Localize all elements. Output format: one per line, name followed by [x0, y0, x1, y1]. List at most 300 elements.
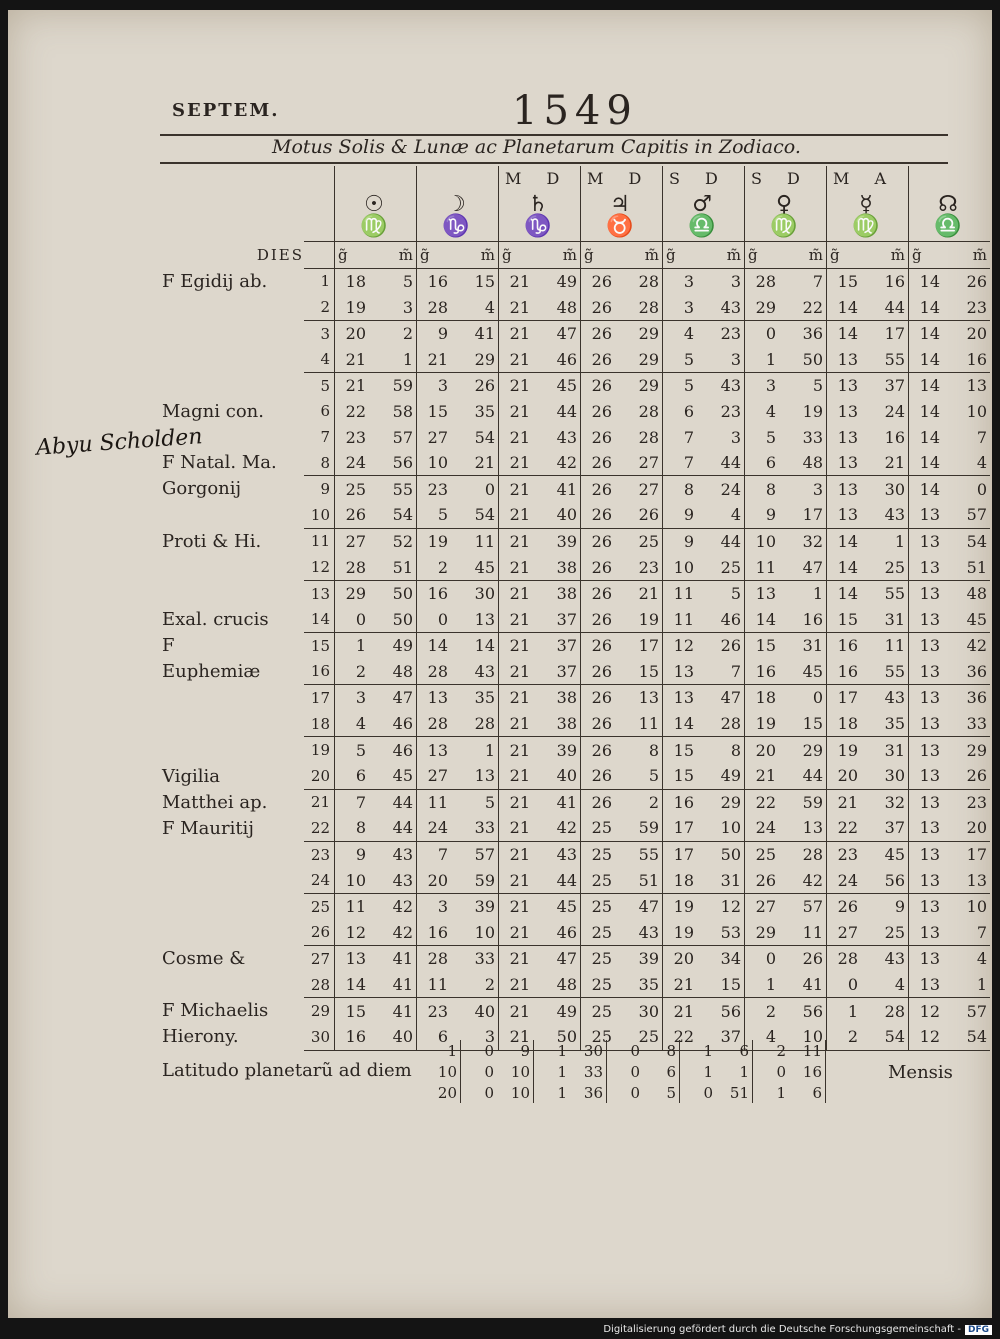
latitude-cell: 10	[510, 1062, 530, 1081]
minute-cell: 41	[369, 972, 417, 998]
minute-cell: 40	[533, 502, 581, 528]
degree-cell: 15	[827, 268, 862, 294]
planet-head	[663, 192, 745, 242]
degree-cell: 26	[581, 633, 616, 659]
degree-cell: 24	[745, 815, 780, 841]
degree-cell: 0	[335, 606, 370, 632]
minute-cell: 42	[966, 636, 987, 656]
planet-symbols-row	[160, 192, 990, 242]
minute-cell: 47	[556, 949, 577, 969]
minute-cell: 38	[556, 584, 577, 604]
minute-cell: 33	[943, 711, 990, 737]
degree-cell: 18	[745, 685, 780, 711]
degree-cell: 12	[663, 633, 698, 659]
unit-degrees: g̃	[745, 242, 780, 269]
minute-cell: 56	[802, 1001, 823, 1021]
day-number: 29	[310, 1002, 330, 1021]
degree-cell: 21	[499, 841, 534, 867]
degree-cell: 21	[663, 998, 698, 1024]
minute-cell: 47	[720, 688, 741, 708]
degree-cell: 0	[417, 606, 452, 632]
degree-cell: 14	[909, 373, 944, 399]
degree-cell: 19	[663, 893, 698, 919]
degree-cell: 21	[499, 268, 534, 294]
minute-cell: 23	[943, 294, 990, 320]
minute-cell: 36	[802, 324, 823, 344]
minute-cell: 19	[802, 401, 823, 421]
minute-cell: 35	[615, 972, 663, 998]
minute-cell: 29	[638, 376, 659, 396]
feast-label: Cosme &	[162, 948, 246, 970]
minute-cell: 0	[976, 479, 987, 499]
degree-cell: 17	[827, 685, 862, 711]
degree-cell: 9	[663, 528, 698, 554]
degree-cell: 12	[909, 1024, 944, 1050]
minute-cell: 11	[615, 711, 663, 737]
minute-cell: 16	[884, 271, 905, 291]
feast-label	[160, 294, 304, 320]
minute-cell: 23	[720, 401, 741, 421]
minute-cell: 51	[943, 554, 990, 580]
degree-cell: 21	[499, 998, 534, 1024]
degree-cell: 14	[909, 424, 944, 450]
degree-cell: 29	[335, 580, 370, 606]
zodiac-sign: ♎	[688, 214, 716, 240]
degree-cell: 11	[335, 893, 370, 919]
degree-cell: 7	[663, 450, 698, 476]
degree-cell: 21	[499, 815, 534, 841]
latitude-cell: 30	[583, 1041, 603, 1060]
minute-cell: 17	[966, 845, 987, 865]
latitude-end	[826, 1040, 833, 1061]
unit-minutes: m̃	[533, 242, 581, 269]
year-heading: 1549	[512, 88, 638, 134]
day-number: 27	[310, 949, 330, 968]
planet-head	[909, 192, 991, 242]
minute-cell: 50	[720, 845, 741, 865]
degree-cell: 26	[581, 789, 616, 815]
minute-cell: 44	[369, 815, 417, 841]
degree-cell: 13	[909, 789, 944, 815]
minute-cell: 13	[943, 867, 990, 893]
minute-cell: 5	[402, 271, 413, 291]
degree-cell: 6	[335, 763, 370, 789]
minute-cell: 50	[779, 346, 827, 372]
minute-cell: 35	[474, 688, 495, 708]
degree-cell: 26	[581, 554, 616, 580]
minute-cell: 4	[861, 972, 909, 998]
degree-cell: 13	[827, 373, 862, 399]
minute-cell: 47	[556, 324, 577, 344]
latitude-cell: 5	[666, 1083, 676, 1102]
dies-label: DIES	[256, 245, 304, 264]
degree-cell: 29	[745, 920, 780, 946]
minute-cell: 43	[861, 502, 909, 528]
minute-cell: 31	[884, 740, 905, 760]
minute-cell: 7	[943, 920, 990, 946]
day-number: 9	[320, 480, 330, 499]
minute-cell: 59	[392, 376, 413, 396]
minute-cell: 39	[474, 897, 495, 917]
minute-cell: 14	[474, 636, 495, 656]
day-row	[160, 268, 990, 294]
minute-cell: 26	[615, 502, 663, 528]
day-row	[160, 320, 990, 346]
minute-cell: 25	[697, 554, 745, 580]
feast-label	[160, 346, 304, 372]
minute-cell: 24	[884, 401, 905, 421]
day-row	[160, 424, 990, 450]
minute-cell: 26	[802, 949, 823, 969]
minute-cell: 29	[966, 740, 987, 760]
minute-cell: 17	[884, 324, 905, 344]
minute-cell: 45	[451, 554, 499, 580]
feast-label	[160, 685, 304, 711]
minute-cell: 26	[966, 271, 987, 291]
latitude-spacer	[160, 1040, 428, 1061]
minute-cell: 28	[638, 427, 659, 447]
latitude-cell: 1	[534, 1082, 571, 1103]
degree-cell: 10	[335, 867, 370, 893]
degree-cell: 8	[663, 476, 698, 502]
degree-cell: 25	[581, 946, 616, 972]
degree-cell: 25	[581, 841, 616, 867]
minute-cell: 34	[720, 949, 741, 969]
degree-cell: 5	[417, 502, 452, 528]
feast-label	[160, 737, 304, 763]
minute-cell: 44	[556, 401, 577, 421]
feast-label: Exal. crucis	[162, 608, 269, 630]
degree-cell: 16	[335, 1024, 370, 1050]
minute-cell: 59	[615, 815, 663, 841]
degree-cell: 13	[827, 346, 862, 372]
degree-cell: 29	[745, 294, 780, 320]
unit-minutes: m̃	[615, 242, 663, 269]
degree-cell: 26	[581, 268, 616, 294]
minute-cell: 55	[884, 584, 905, 604]
latitude-cell: 6	[739, 1041, 749, 1060]
degree-cell: 13	[663, 685, 698, 711]
minute-cell: 46	[369, 711, 417, 737]
minute-cell: 49	[556, 1001, 577, 1021]
degree-cell: 20	[417, 867, 452, 893]
degree-cell: 10	[663, 554, 698, 580]
minute-cell: 11	[779, 920, 827, 946]
degree-cell: 14	[909, 294, 944, 320]
minute-cell: 36	[943, 659, 990, 685]
latitude-cell: 10	[437, 1062, 457, 1081]
degree-cell: 26	[581, 502, 616, 528]
unit-minutes: m̃	[943, 242, 990, 269]
degree-cell: 21	[499, 528, 534, 554]
mensis-label: Mensis	[888, 1062, 953, 1083]
latitude-cell: 36	[583, 1083, 603, 1102]
feast-label	[160, 554, 304, 580]
unit-degrees: g̃	[417, 242, 452, 269]
day-row	[160, 946, 990, 972]
degree-cell: 21	[499, 554, 534, 580]
latitude-cell: 11	[802, 1041, 822, 1060]
minute-cell: 1	[369, 346, 417, 372]
minute-cell: 29	[615, 346, 663, 372]
minute-cell: 4	[976, 949, 987, 969]
feast-label	[160, 580, 304, 606]
minute-cell: 43	[720, 376, 741, 396]
unit-minutes: m̃	[369, 242, 417, 269]
unit-degrees: g̃	[581, 242, 616, 269]
zodiac-sign: ♍	[360, 214, 388, 240]
zodiac-sign: ♑	[442, 214, 470, 240]
degree-cell: 13	[909, 815, 944, 841]
minute-cell: 54	[474, 427, 495, 447]
minute-cell: 45	[369, 763, 417, 789]
zodiac-sign: ♎	[934, 214, 962, 240]
degree-cell: 1	[335, 633, 370, 659]
latitude-cell: 1	[447, 1041, 457, 1060]
degree-cell: 13	[909, 502, 944, 528]
degree-cell: 3	[417, 373, 452, 399]
degree-cell: 15	[663, 763, 698, 789]
day-number: 15	[310, 636, 330, 655]
feast-label: F Michaelis	[162, 1000, 269, 1022]
degree-cell: 19	[663, 920, 698, 946]
minute-cell: 1	[812, 584, 823, 604]
minute-cell: 15	[474, 271, 495, 291]
minute-cell: 11	[474, 531, 495, 551]
minute-cell: 37	[861, 815, 909, 841]
planet-head	[335, 192, 417, 242]
day-number: 16	[304, 659, 335, 685]
degree-cell: 22	[745, 789, 780, 815]
planet-head	[499, 192, 581, 242]
minute-cell: 3	[730, 427, 741, 447]
latitude-end	[826, 1061, 833, 1082]
feast-label: Euphemiæ	[162, 661, 261, 683]
minute-cell: 43	[369, 867, 417, 893]
degree-cell: 4	[335, 711, 370, 737]
degree-cell: 27	[745, 893, 780, 919]
minute-cell: 32	[884, 792, 905, 812]
degree-cell: 26	[581, 528, 616, 554]
degree-cell: 1	[745, 972, 780, 998]
degree-cell: 18	[335, 268, 370, 294]
degree-cell: 25	[581, 972, 616, 998]
degree-cell: 13	[909, 711, 944, 737]
degree-cell: 27	[335, 528, 370, 554]
minute-cell: 46	[533, 346, 581, 372]
degree-cell: 26	[581, 737, 616, 763]
feast-label	[160, 972, 304, 998]
minute-cell: 50	[369, 606, 417, 632]
degree-cell: 11	[663, 606, 698, 632]
degree-cell: 20	[745, 737, 780, 763]
degree-cell: 14	[745, 606, 780, 632]
minute-cell: 30	[474, 584, 495, 604]
minute-cell: 55	[392, 479, 413, 499]
latitude-cell: 0	[461, 1061, 498, 1082]
day-number: 25	[310, 897, 330, 916]
minute-cell: 41	[779, 972, 827, 998]
minute-cell: 3	[451, 1024, 499, 1050]
day-number: 4	[304, 346, 335, 372]
minute-cell: 0	[484, 479, 495, 499]
degree-cell: 21	[499, 763, 534, 789]
degree-cell: 12	[335, 920, 370, 946]
minute-cell: 23	[615, 554, 663, 580]
day-number: 2	[304, 294, 335, 320]
degree-cell: 21	[499, 399, 534, 425]
minute-cell: 13	[451, 763, 499, 789]
day-number: 6	[320, 402, 330, 421]
minute-cell: 54	[369, 502, 417, 528]
minute-cell: 46	[392, 740, 413, 760]
minute-cell: 13	[966, 376, 987, 396]
degree-cell: 25	[581, 1024, 616, 1050]
degree-cell: 9	[745, 502, 780, 528]
degree-cell: 26	[581, 294, 616, 320]
degree-cell: 15	[827, 606, 862, 632]
minute-cell: 42	[779, 867, 827, 893]
minute-cell: 43	[615, 920, 663, 946]
motion-letters: M D	[499, 166, 581, 192]
minute-cell: 10	[966, 897, 987, 917]
degree-cell: 21	[827, 789, 862, 815]
degree-cell: 2	[827, 1024, 862, 1050]
degree-cell: 14	[827, 294, 862, 320]
degree-cell: 8	[745, 476, 780, 502]
degree-cell: 13	[827, 450, 862, 476]
minute-cell: 42	[533, 450, 581, 476]
minute-cell: 3	[812, 479, 823, 499]
degree-cell: 22	[663, 1024, 698, 1050]
feast-label: Hierony.	[162, 1026, 239, 1048]
degree-cell: 24	[417, 815, 452, 841]
motion-letters-row	[160, 166, 990, 192]
feast-label	[160, 841, 304, 867]
day-row	[160, 659, 990, 685]
degree-cell: 21	[499, 893, 534, 919]
day-row	[160, 450, 990, 476]
latitude-cell: 0	[753, 1061, 790, 1082]
day-row	[160, 998, 990, 1024]
minute-cell: 23	[966, 792, 987, 812]
latitude-cell: 51	[729, 1083, 749, 1102]
minute-cell: 1	[894, 531, 905, 551]
latitude-cell: 1	[680, 1061, 717, 1082]
degree-cell: 0	[745, 946, 780, 972]
planet-symbol: ♀	[775, 192, 793, 218]
minute-cell: 25	[861, 554, 909, 580]
degree-cell: 21	[499, 920, 534, 946]
degree-cell: 18	[827, 711, 862, 737]
day-number: 14	[304, 606, 335, 632]
minute-cell: 15	[779, 711, 827, 737]
degree-cell: 21	[335, 373, 370, 399]
minute-cell: 29	[802, 740, 823, 760]
latitude-cell: 2	[753, 1040, 790, 1061]
degree-cell: 13	[909, 685, 944, 711]
latitude-cell: 0	[607, 1082, 644, 1103]
degree-cell: 27	[417, 424, 452, 450]
minute-cell: 20	[966, 324, 987, 344]
day-row	[160, 920, 990, 946]
minute-cell: 43	[556, 427, 577, 447]
minute-cell: 29	[451, 346, 499, 372]
minute-cell: 5	[484, 792, 495, 812]
degree-cell: 25	[581, 998, 616, 1024]
minute-cell: 4	[943, 450, 990, 476]
units-row	[160, 242, 990, 269]
minute-cell: 57	[943, 502, 990, 528]
minute-cell: 25	[638, 531, 659, 551]
minute-cell: 38	[556, 688, 577, 708]
day-row	[160, 633, 990, 659]
planet-symbol: ☿	[859, 192, 873, 218]
minute-cell: 9	[894, 897, 905, 917]
degree-cell: 13	[909, 554, 944, 580]
degree-cell: 28	[745, 268, 780, 294]
minute-cell: 33	[474, 949, 495, 969]
degree-cell: 19	[417, 528, 452, 554]
degree-cell: 11	[417, 789, 452, 815]
day-number: 17	[310, 688, 330, 707]
dfg-logo: DFG	[965, 1325, 992, 1335]
degree-cell: 14	[909, 476, 944, 502]
minute-cell: 21	[861, 450, 909, 476]
latitude-cell: 1	[739, 1062, 749, 1081]
minute-cell: 25	[861, 920, 909, 946]
minute-cell: 37	[884, 376, 905, 396]
day-number: 8	[304, 450, 335, 476]
minute-cell: 21	[451, 450, 499, 476]
planet-head	[827, 192, 909, 242]
latitude-row	[160, 1040, 832, 1061]
degree-cell: 5	[745, 424, 780, 450]
degree-cell: 22	[335, 399, 370, 425]
degree-cell: 15	[335, 998, 370, 1024]
unit-minutes: m̃	[779, 242, 827, 269]
minute-cell: 37	[556, 636, 577, 656]
minute-cell: 17	[638, 636, 659, 656]
degree-cell: 14	[827, 320, 862, 346]
zodiac-sign: ♑	[524, 214, 552, 240]
day-number: 28	[304, 972, 335, 998]
minute-cell: 44	[779, 763, 827, 789]
degree-cell: 21	[499, 346, 534, 372]
degree-cell: 13	[663, 659, 698, 685]
minute-cell: 5	[615, 763, 663, 789]
degree-cell: 21	[499, 580, 534, 606]
degree-cell: 22	[827, 815, 862, 841]
latitude-cell: 6	[666, 1062, 676, 1081]
unit-degrees: g̃	[663, 242, 698, 269]
minute-cell: 56	[861, 867, 909, 893]
degree-cell: 11	[663, 580, 698, 606]
planet-symbol: ☽	[446, 192, 466, 218]
minute-cell: 41	[392, 1001, 413, 1021]
day-number: 12	[304, 554, 335, 580]
minute-cell: 17	[779, 502, 827, 528]
minute-cell: 52	[392, 531, 413, 551]
degree-cell: 21	[499, 373, 534, 399]
minute-cell: 55	[861, 346, 909, 372]
degree-cell: 2	[335, 659, 370, 685]
day-row	[160, 841, 990, 867]
minute-cell: 39	[556, 740, 577, 760]
latitude-cell: 9	[520, 1041, 530, 1060]
degree-cell: 27	[417, 763, 452, 789]
motion-letters: S D	[663, 166, 745, 192]
